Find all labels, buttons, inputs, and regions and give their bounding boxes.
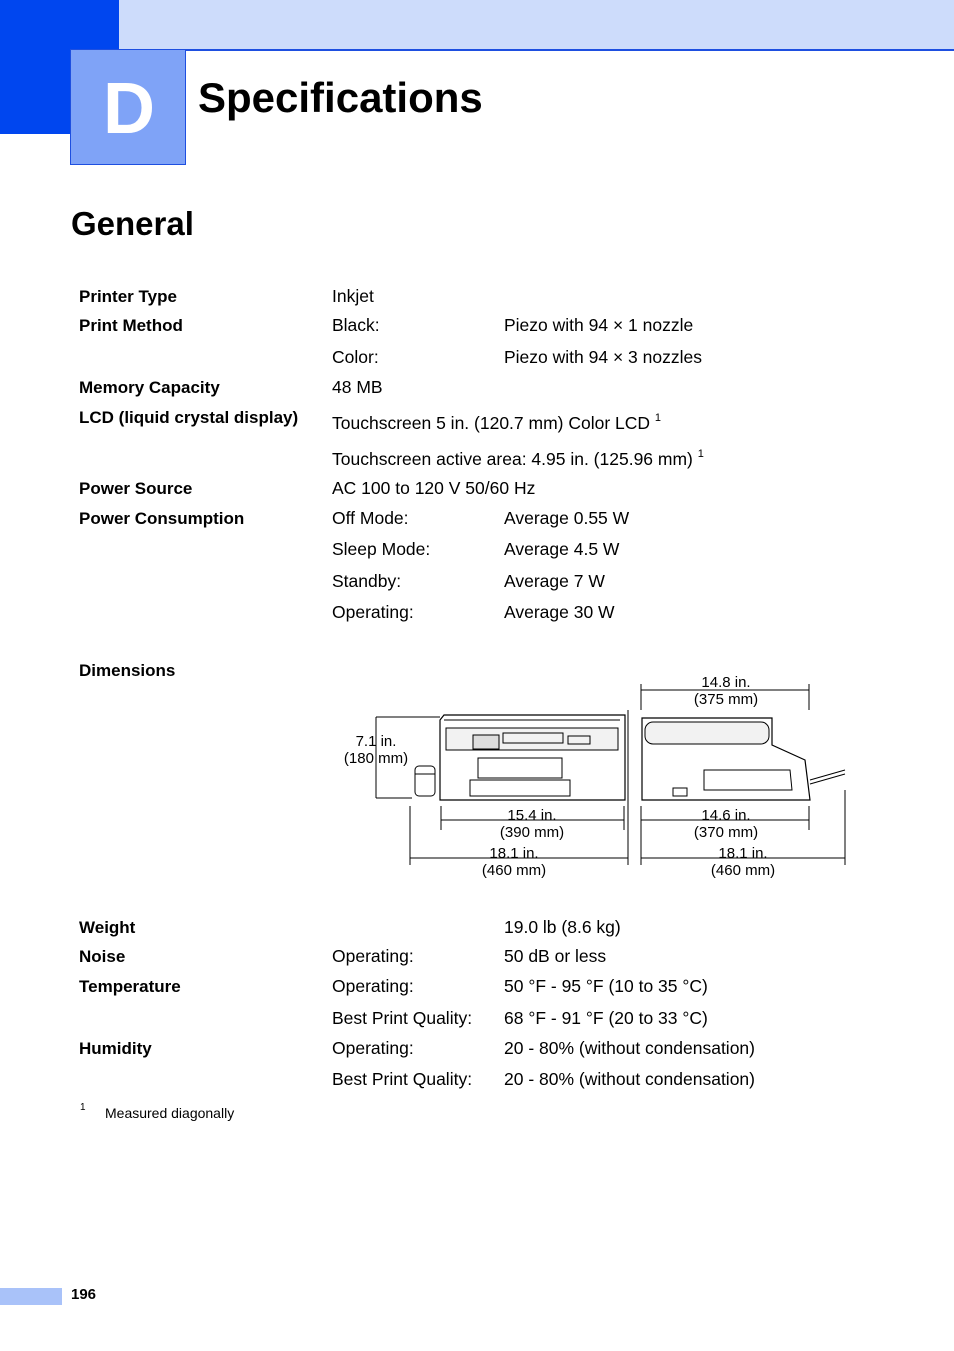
front-total-mm-label: (460 mm) <box>481 862 547 879</box>
power-mode-key: Standby: <box>332 571 402 591</box>
section-title: General <box>71 205 194 242</box>
side-total-mm-label: (460 mm) <box>710 862 776 879</box>
temperature-label: Temperature <box>79 977 181 996</box>
power-source-value: AC 100 to 120 V 50/60 Hz <box>332 478 536 498</box>
width-in-label: 15.4 in. <box>507 807 557 824</box>
printer-side-view <box>642 718 845 800</box>
lcd-line-1-text: Touchscreen 5 in. (120.7 mm) Color LCD <box>332 413 651 433</box>
humidity-key: Best Print Quality: <box>332 1069 473 1089</box>
chapter-badge <box>70 49 186 165</box>
lcd-line-1 <box>332 412 661 434</box>
width-mm-label: (390 mm) <box>499 824 565 841</box>
lcd-line-2 <box>332 448 704 470</box>
print-method-value: Piezo with 94 × 1 nozzle <box>504 315 694 335</box>
header-band <box>119 0 954 51</box>
dimensions-diagram <box>340 670 850 885</box>
lcd-label: LCD (liquid crystal display) <box>79 408 299 427</box>
print-method-key: Black: <box>332 315 380 335</box>
noise-label: Noise <box>79 947 126 966</box>
handset-front <box>415 766 435 796</box>
print-method-key: Color: <box>332 347 379 367</box>
height-mm-label: (180 mm) <box>343 750 409 767</box>
front-total-in-label: 18.1 in. <box>489 845 539 862</box>
side-total-in-label: 18.1 in. <box>718 845 768 862</box>
memory-label: Memory Capacity <box>79 378 220 397</box>
power-source-label: Power Source <box>79 479 193 498</box>
print-method-value: Piezo with 94 × 3 nozzles <box>504 347 702 367</box>
top-depth-in-label: 14.8 in. <box>701 674 751 691</box>
footnote-mark: 1 <box>80 1102 86 1113</box>
temperature-key: Best Print Quality: <box>332 1008 473 1028</box>
memory-value: 48 MB <box>332 377 383 397</box>
printer-type-value: Inkjet <box>332 286 374 306</box>
power-mode-value: Average 4.5 W <box>504 539 620 559</box>
side-depth-mm-label: (370 mm) <box>693 824 759 841</box>
side-depth-in-label: 14.6 in. <box>701 807 751 824</box>
footnote-text: Measured diagonally <box>105 1105 235 1121</box>
power-mode-key: Off Mode: <box>332 508 409 528</box>
temperature-key: Operating: <box>332 976 414 996</box>
top-depth-mm-label: (375 mm) <box>693 691 759 708</box>
page-tab <box>0 1288 62 1305</box>
print-method-label: Print Method <box>79 316 183 335</box>
temperature-value: 68 °F - 91 °F (20 to 33 °C) <box>504 1008 708 1028</box>
chapter-title: Specifications <box>198 74 483 121</box>
power-mode-value: Average 30 W <box>504 602 615 622</box>
noise-value: 50 dB or less <box>504 946 607 966</box>
footnote-ref: 1 <box>654 412 662 424</box>
humidity-key: Operating: <box>332 1038 414 1058</box>
temperature-value: 50 °F - 95 °F (10 to 35 °C) <box>504 976 708 996</box>
page-number: 196 <box>71 1286 97 1303</box>
power-mode-key: Sleep Mode: <box>332 539 431 559</box>
dimensions-label: Dimensions <box>79 661 176 680</box>
chapter-letter: D <box>103 69 155 149</box>
height-in-label: 7.1 in. <box>355 733 397 750</box>
footnote-ref: 1 <box>697 448 704 460</box>
lcd-line-2-text: Touchscreen active area: 4.95 in. (125.96 mm) <box>332 449 693 469</box>
printer-front-view <box>440 715 625 800</box>
power-mode-value: Average 0.55 W <box>504 508 630 528</box>
power-consumption-label: Power Consumption <box>79 509 245 528</box>
noise-key: Operating: <box>332 946 414 966</box>
humidity-label: Humidity <box>79 1039 152 1058</box>
power-mode-key: Operating: <box>332 602 414 622</box>
printer-type-label: Printer Type <box>79 287 177 306</box>
weight-label: Weight <box>79 918 136 937</box>
weight-value: 19.0 lb (8.6 kg) <box>504 917 621 937</box>
power-mode-value: Average 7 W <box>504 571 605 591</box>
humidity-value: 20 - 80% (without condensation) <box>504 1069 755 1089</box>
humidity-value: 20 - 80% (without condensation) <box>504 1038 755 1058</box>
